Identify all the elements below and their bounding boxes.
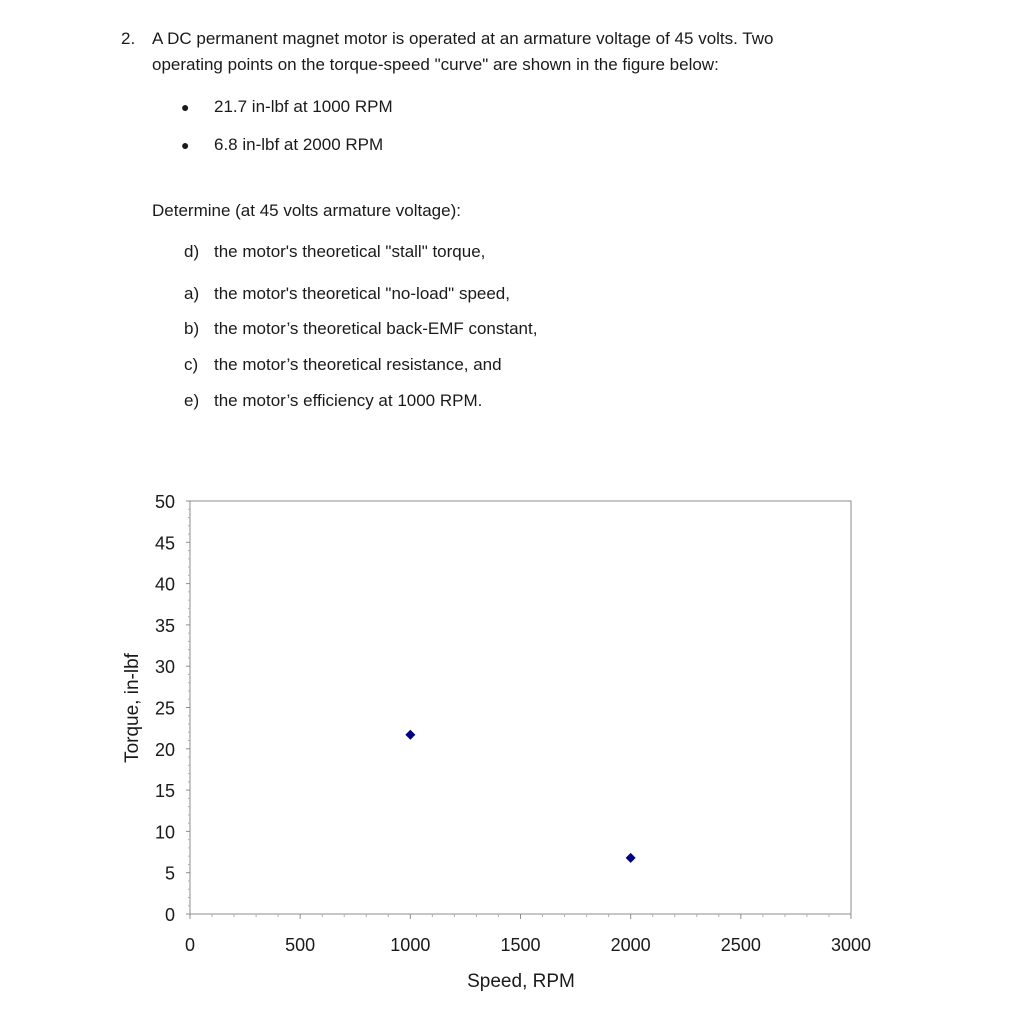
x-tick-label: 2000 (610, 935, 651, 955)
bullet-text: 6.8 in-lbf at 2000 RPM (214, 135, 384, 154)
bullet-text: 21.7 in-lbf at 1000 RPM (214, 97, 393, 116)
y-tick-label: 50 (154, 492, 175, 512)
y-tick-label: 30 (154, 657, 175, 678)
bullet-dot-icon: ● (181, 99, 190, 115)
y-axis-label: Torque, in-lbf (122, 653, 143, 763)
x-tick-label: 1500 (500, 935, 541, 955)
task-label: e) (184, 391, 200, 410)
y-tick-label: 0 (164, 905, 175, 925)
chart-axes (155, 492, 871, 955)
y-tick-label: 40 (154, 574, 175, 595)
bullet-dot-icon: ● (181, 137, 190, 153)
data-point-diamond (405, 730, 415, 740)
task-text: the motor’s theoretical back-EMF constant, (214, 319, 538, 338)
plot-area (190, 501, 851, 914)
problem-number: 2. (121, 29, 136, 48)
x-axis-label: Speed, RPM (467, 971, 575, 992)
task-label: a) (184, 284, 200, 303)
task-text: the motor’s efficiency at 1000 RPM. (214, 391, 483, 410)
x-tick-label: 2500 (720, 935, 761, 955)
y-tick-label: 25 (154, 698, 175, 719)
x-tick-label: 3000 (830, 935, 872, 955)
y-tick-label: 20 (154, 739, 175, 760)
y-tick-label: 5 (164, 863, 175, 884)
stem-line-1: A DC permanent magnet motor is operated at an armature voltage of 45 volts. Two (152, 29, 774, 48)
x-tick-label: 1000 (390, 935, 431, 955)
data-point-diamond (626, 853, 636, 863)
determine-heading: Determine (at 45 volts armature voltage): (152, 201, 461, 220)
task-text: the motor’s theoretical resistance, and (214, 355, 502, 374)
task-label: c) (184, 355, 199, 374)
x-tick-label: 500 (285, 935, 316, 955)
stem-line-2: operating points on the torque-speed "curve" are shown in the figure below: (152, 55, 719, 74)
y-tick-label: 35 (154, 615, 175, 636)
y-tick-label: 15 (154, 781, 175, 802)
task-label: d) (184, 242, 200, 261)
task-label: b) (184, 319, 200, 338)
x-tick-label: 0 (184, 935, 196, 955)
task-text: the motor's theoretical "no-load" speed, (214, 284, 510, 303)
task-text: the motor's theoretical "stall" torque, (214, 242, 486, 261)
y-tick-label: 10 (154, 822, 175, 843)
y-tick-label: 45 (154, 533, 175, 554)
chart-points (405, 730, 635, 863)
